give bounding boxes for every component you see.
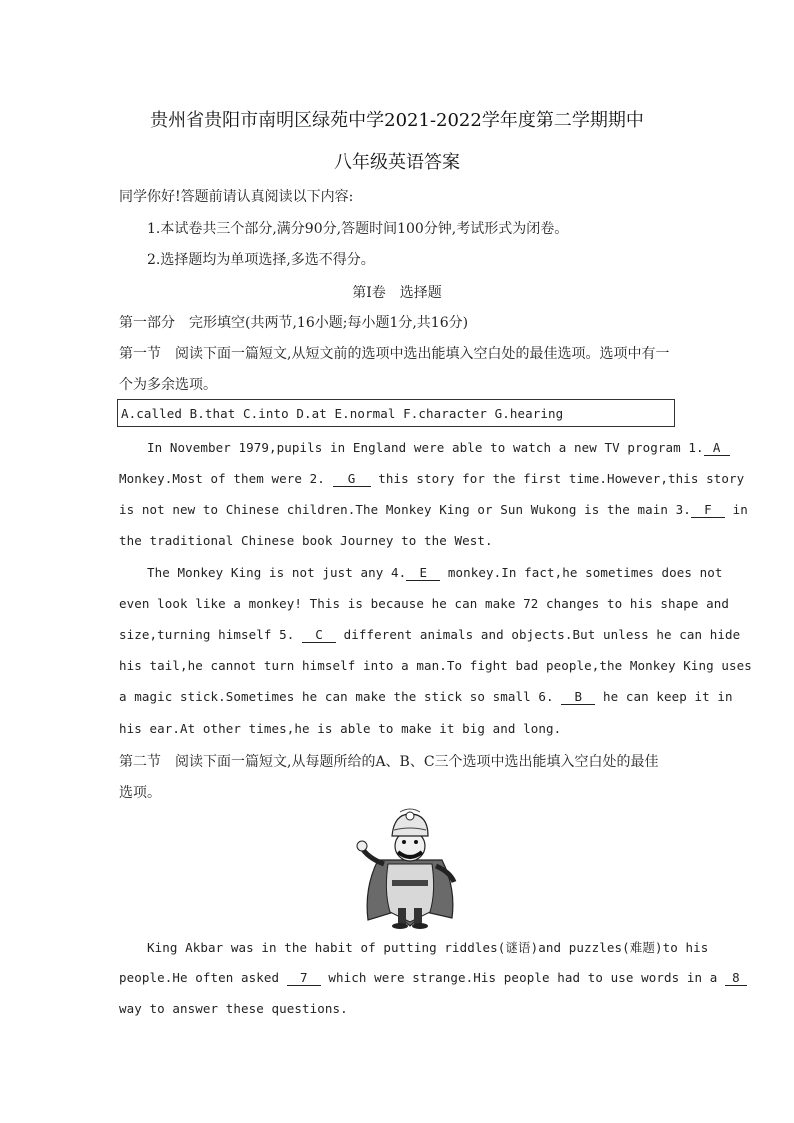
answer-blank-3: F xyxy=(691,503,725,518)
answer-blank-1: A xyxy=(704,441,730,456)
options-box xyxy=(117,399,675,427)
section1-instruction: 第一节 阅读下面一篇短文,从短文前的选项中选出能填入空白处的最佳选项。选项中有一 xyxy=(119,346,670,362)
passage2-line-2: people.He often asked 7 which were strange.His people had to use words in a 8 xyxy=(119,970,747,986)
intro-note-2: 2.选择题均为单项选择,多选不得分。 xyxy=(147,252,375,268)
section1-instruction-cont: 个为多余选项。 xyxy=(119,377,217,393)
passage1-line-7: size,turning himself 5. C different animals and objects.But unless he can hide xyxy=(119,627,741,642)
passage2-line-3: way to answer these questions. xyxy=(119,1001,348,1016)
passage1-line-8: his tail,he cannot turn himself into a man.To fight bad people,the Monkey King uses xyxy=(119,658,752,673)
answer-blank-2: G xyxy=(333,472,371,487)
answer-blank-4: E xyxy=(406,566,440,581)
volume-title: 第Ⅰ卷 选择题 xyxy=(352,285,442,301)
blank-7: 7 xyxy=(287,971,321,986)
passage2-line-1: King Akbar was in the habit of putting riddles(谜语)and puzzles(难题)to his xyxy=(147,940,709,955)
passage1-line-3: is not new to Chinese children.The Monkey King or Sun Wukong is the main 3. F in xyxy=(119,502,748,517)
exam-subtitle: 八年级英语答案 xyxy=(334,152,460,173)
answer-blank-6: B xyxy=(561,690,595,705)
part1-heading: 第一部分 完形填空(共两节,16小题;每小题1分,共16分) xyxy=(119,315,469,331)
passage1-line-5: The Monkey King is not just any 4. E monkey.In fact,he sometimes does not xyxy=(147,565,723,580)
passage1-line-9: a magic stick.Sometimes he can make the stick so small 6. B he can keep it in xyxy=(119,689,733,704)
passage1-line-2: Monkey.Most of them were 2. G this story for the first time.However,this story xyxy=(119,471,745,486)
answer-blank-5: C xyxy=(302,628,336,643)
intro-greeting: 同学你好!答题前请认真阅读以下内容: xyxy=(119,189,354,205)
blank-8: 8 xyxy=(725,971,747,986)
king-akbar-cartoon-icon xyxy=(354,808,466,930)
section2-instruction: 第二节 阅读下面一篇短文,从每题所给的A、B、C三个选项中选出能填入空白处的最佳 xyxy=(119,754,659,770)
passage1-line-1: In November 1979,pupils in England were able to watch a new TV program 1. A xyxy=(147,440,730,456)
passage1-line-4: the traditional Chinese book Journey to the West. xyxy=(119,533,493,548)
section2-instruction-cont: 选项。 xyxy=(119,785,161,801)
passage1-line-6: even look like a monkey! This is because he can make 72 changes to his shape and xyxy=(119,596,730,611)
intro-note-1: 1.本试卷共三个部分,满分90分,答题时间100分钟,考试形式为闭卷。 xyxy=(147,221,569,237)
passage1-line-10: his ear.At other times,he is able to make it big and long. xyxy=(119,721,562,736)
options-list: A.called B.that C.into D.at E.normal F.character G.hearing xyxy=(121,406,564,421)
exam-title: 贵州省贵阳市南明区绿苑中学2021-2022学年度第二学期期中 xyxy=(150,110,644,131)
